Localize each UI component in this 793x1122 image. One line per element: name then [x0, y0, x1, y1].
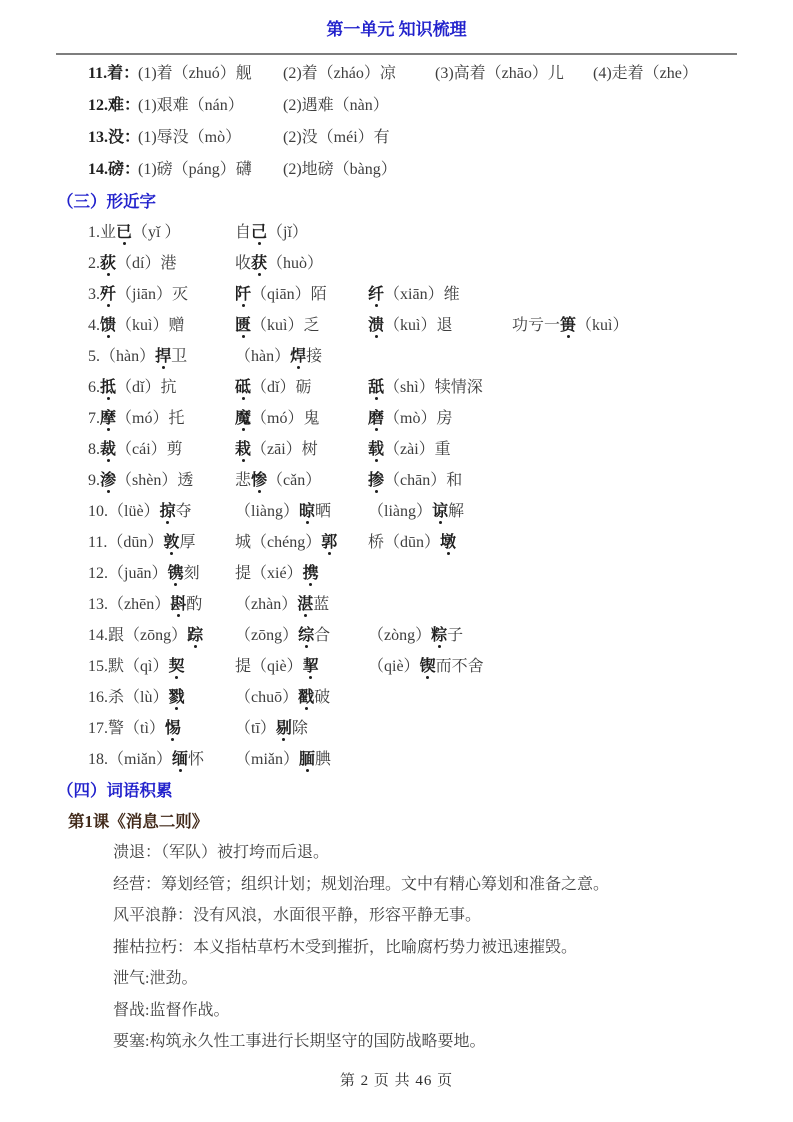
xingjinzi-entry: 1.业已（yǐ ）: [88, 224, 181, 241]
definition-line: 风平浪静：没有风浪，水面很平静，形容平静无事。: [113, 907, 482, 924]
xingjinzi-entry: 16.杀（lù）戮: [88, 689, 185, 706]
xingjinzi-entry: 17.警（tì）惕: [88, 720, 181, 737]
xingjinzi-entry: （chuō）戳破: [235, 689, 331, 706]
xingjinzi-entry: 6.抵（dǐ）抗: [88, 379, 177, 396]
xingjinzi-entry: 18.（miǎn）缅怀: [88, 751, 205, 768]
polyphone-row: [0, 90, 793, 122]
emphasized-char: 裁: [100, 441, 117, 458]
xingjinzi-row: [0, 527, 793, 558]
polyphone-head-char: 14.磅：: [88, 161, 141, 178]
xingjinzi-row: [0, 465, 793, 496]
emphasized-char: 己: [251, 224, 268, 241]
xingjinzi-entry: 15.默（qì）契: [88, 658, 185, 675]
definition-line: 经营：筹划经管；组织计划；规划治理。文中有精心筹划和准备之意。: [113, 875, 610, 893]
xingjinzi-row: [0, 310, 793, 341]
polyphone-entry: (1)艰难（nán）: [138, 97, 244, 114]
emphasized-char: 缅: [172, 751, 189, 768]
emphasized-char: 匮: [235, 317, 252, 334]
xingjinzi-entry: 载（zài）重: [368, 441, 451, 458]
emphasized-char: 腼: [299, 751, 316, 768]
xingjinzi-list: [0, 217, 793, 775]
xingjinzi-row: [0, 589, 793, 620]
emphasized-char: 舐: [368, 379, 385, 396]
emphasized-char: 粽: [431, 627, 448, 644]
xingjinzi-row: [0, 279, 793, 310]
emphasized-char: 捍: [155, 348, 172, 365]
xingjinzi-row: [0, 217, 793, 248]
polyphone-entry: (3)高着（zhāo）儿: [435, 65, 564, 82]
xingjinzi-entry: （tī）剔除: [235, 720, 308, 737]
xingjinzi-entry: 11.（dūn）敦厚: [88, 534, 196, 551]
polyphone-entry: (2)遇难（nàn）: [283, 97, 389, 114]
definitions-list: [0, 837, 793, 1058]
xingjinzi-entry: 溃（kuì）退: [368, 317, 453, 334]
xingjinzi-entry: （miǎn）腼腆: [235, 751, 332, 768]
xingjinzi-entry: 砥（dǐ）砺: [235, 379, 312, 396]
emphasized-char: 剔: [275, 720, 292, 737]
emphasized-char: 戮: [168, 689, 185, 706]
xingjinzi-row: [0, 651, 793, 682]
lesson-title: 第1课《消息二则》: [68, 812, 209, 831]
emphasized-char: 挈: [302, 658, 319, 675]
xingjinzi-entry: 掺（chān）和: [368, 472, 463, 489]
section-heading-xingjinzi: （三）形近字: [57, 192, 156, 211]
definition-line: 摧枯拉朽：本义指枯草朽木受到摧折，比喻腐朽势力被迅速摧毁。: [113, 938, 578, 956]
xingjinzi-entry: 磨（mò）房: [368, 410, 453, 427]
emphasized-char: 焊: [290, 348, 307, 365]
xingjinzi-entry: 魔（mó）鬼: [235, 410, 320, 427]
emphasized-char: 磨: [368, 410, 385, 427]
emphasized-char: 谅: [432, 503, 449, 520]
emphasized-char: 晾: [299, 503, 316, 520]
emphasized-char: 镌: [167, 565, 184, 582]
xingjinzi-entry: 8.裁（cái）剪: [88, 441, 183, 458]
polyphone-head-char: 13.没：: [88, 129, 141, 146]
emphasized-char: 已: [116, 224, 133, 241]
xingjinzi-entry: 匮（kuì）乏: [235, 317, 320, 334]
emphasized-char: 栽: [235, 441, 252, 458]
definition-line: 督战:监督作战。: [113, 1001, 230, 1019]
xingjinzi-row: [0, 558, 793, 589]
emphasized-char: 渗: [100, 472, 117, 489]
emphasized-char: 惕: [164, 720, 181, 737]
polyphone-row: [0, 58, 793, 90]
xingjinzi-entry: 悲惨（cǎn）: [235, 472, 322, 489]
xingjinzi-entry: 自己（jǐ）: [235, 224, 308, 241]
xingjinzi-row: [0, 341, 793, 372]
xingjinzi-row: [0, 620, 793, 651]
emphasized-char: 荻: [100, 255, 117, 272]
xingjinzi-entry: 5.（hàn）捍卫: [88, 348, 188, 365]
xingjinzi-entry: 功亏一篑（kuì）: [512, 317, 629, 334]
emphasized-char: 篑: [560, 317, 577, 334]
emphasized-char: 携: [302, 565, 319, 582]
emphasized-char: 墩: [440, 534, 457, 551]
polyphone-entry: (2)没（méi）有: [283, 129, 390, 146]
polyphone-list: [0, 58, 793, 186]
xingjinzi-entry: （qiè）锲而不舍: [368, 658, 484, 675]
emphasized-char: 敦: [163, 534, 180, 551]
polyphone-head-char: 11.着：: [88, 65, 140, 82]
emphasized-char: 踪: [187, 627, 204, 644]
page-title: 第一单元 知识梳理: [326, 20, 467, 39]
polyphone-entry: (1)着（zhuó）舰: [138, 65, 252, 82]
definition-line: 要塞:构筑永久性工事进行长期坚守的国防战略要地。: [113, 1033, 486, 1050]
xingjinzi-entry: （liàng）晾晒: [235, 503, 332, 520]
section-heading-ciyu: （四）词语积累: [57, 781, 173, 800]
emphasized-char: 载: [368, 441, 385, 458]
xingjinzi-entry: 9.渗（shèn）透: [88, 472, 194, 489]
emphasized-char: 郭: [321, 534, 338, 551]
xingjinzi-entry: 阡（qiān）陌: [235, 286, 327, 303]
xingjinzi-entry: （zòng）粽子: [368, 627, 464, 644]
xingjinzi-row: [0, 682, 793, 713]
xingjinzi-entry: 12.（juān）镌刻: [88, 565, 200, 582]
xingjinzi-entry: 10.（lüè）掠夺: [88, 503, 192, 520]
xingjinzi-entry: 城（chéng）郭: [235, 534, 338, 551]
xingjinzi-row: [0, 713, 793, 744]
xingjinzi-row: [0, 434, 793, 465]
xingjinzi-entry: （liàng）谅解: [368, 503, 465, 520]
emphasized-char: 摩: [100, 410, 117, 427]
emphasized-char: 契: [168, 658, 185, 675]
xingjinzi-entry: 舐（shì）犊情深: [368, 379, 483, 396]
xingjinzi-entry: 13.（zhēn）斟酌: [88, 596, 203, 613]
polyphone-entry: (2)着（zháo）凉: [283, 65, 396, 82]
emphasized-char: 惨: [251, 472, 268, 489]
emphasized-char: 综: [298, 627, 315, 644]
emphasized-char: 斟: [170, 596, 187, 613]
polyphone-row: [0, 122, 793, 154]
xingjinzi-entry: （hàn）焊接: [235, 348, 323, 365]
xingjinzi-entry: 2.荻（dí）港: [88, 255, 177, 272]
emphasized-char: 歼: [100, 286, 117, 303]
xingjinzi-entry: 7.摩（mó）托: [88, 410, 185, 427]
xingjinzi-entry: （zhàn）湛蓝: [235, 596, 330, 613]
xingjinzi-entry: 3.歼（jiān）灭: [88, 286, 189, 303]
xingjinzi-entry: 桥（dūn）墩: [368, 534, 457, 551]
polyphone-entry: (1)辱没（mò）: [138, 129, 242, 146]
xingjinzi-entry: 提（qiè）挈: [235, 658, 319, 675]
definition-line: 泄气:泄劲。: [113, 970, 198, 987]
emphasized-char: 砥: [235, 379, 252, 396]
xingjinzi-row: [0, 403, 793, 434]
emphasized-char: 抵: [100, 379, 117, 396]
emphasized-char: 阡: [235, 286, 252, 303]
emphasized-char: 湛: [297, 596, 314, 613]
polyphone-row: [0, 154, 793, 186]
emphasized-char: 获: [251, 255, 268, 272]
emphasized-char: 溃: [368, 317, 385, 334]
xingjinzi-entry: 纤（xiān）维: [368, 286, 460, 303]
emphasized-char: 锲: [419, 658, 436, 675]
xingjinzi-row: [0, 496, 793, 527]
emphasized-char: 纤: [368, 286, 385, 303]
xingjinzi-entry: 提（xié）携: [235, 565, 319, 582]
polyphone-entry: (2)地磅（bàng）: [283, 161, 397, 178]
polyphone-entry: (1)磅（páng）礴: [138, 161, 252, 178]
xingjinzi-row: [0, 372, 793, 403]
emphasized-char: 魔: [235, 410, 252, 427]
xingjinzi-row: [0, 248, 793, 279]
page-footer: 第 2 页 共 46 页: [339, 1073, 454, 1089]
xingjinzi-entry: 收获（huò）: [235, 255, 324, 272]
xingjinzi-entry: （zōng）综合: [235, 627, 331, 644]
xingjinzi-entry: 4.馈（kuì）赠: [88, 317, 185, 334]
emphasized-char: 掠: [159, 503, 176, 520]
polyphone-entry: (4)走着（zhe）: [593, 65, 698, 82]
emphasized-char: 戳: [298, 689, 315, 706]
xingjinzi-entry: 栽（zāi）树: [235, 441, 318, 458]
xingjinzi-row: [0, 744, 793, 775]
xingjinzi-entry: 14.跟（zōng）踪: [88, 627, 204, 644]
polyphone-head-char: 12.难：: [88, 97, 141, 114]
title-divider: [56, 53, 737, 55]
emphasized-char: 馈: [100, 317, 117, 334]
definition-line: 溃退：（军队）被打垮而后退。: [113, 844, 330, 861]
emphasized-char: 掺: [368, 472, 385, 489]
